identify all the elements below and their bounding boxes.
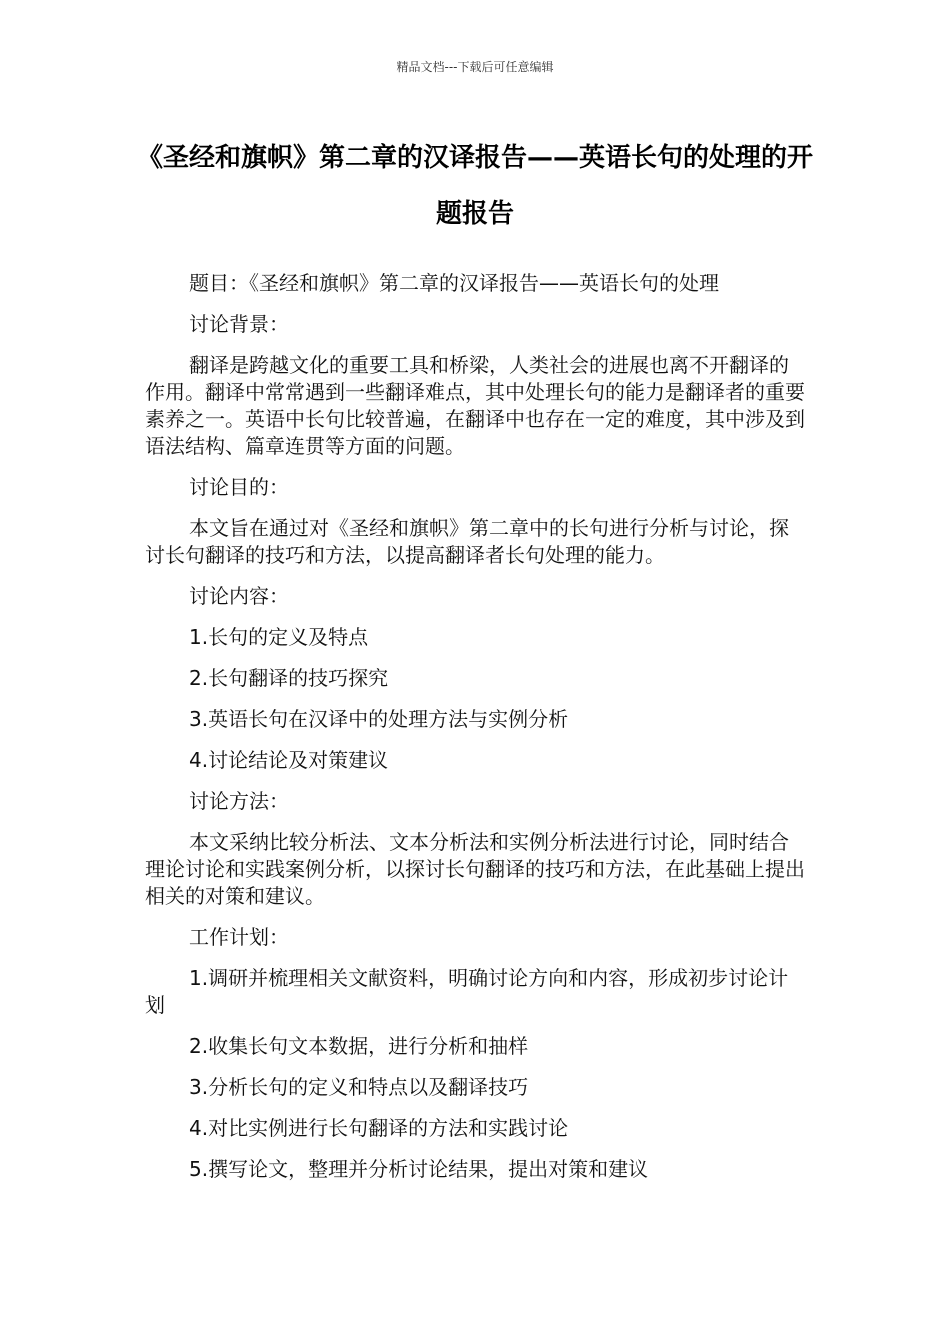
document-title: 《圣经和旗帜》第二章的汉译报告——英语长句的处理的开题报告: [136, 143, 813, 229]
list-item-content-4: 4.讨论结论及对策建议: [189, 748, 389, 772]
list-item-plan-2: 2.收集长句文本数据，进行分析和抽样: [189, 1034, 529, 1058]
paragraph-background: 翻译是跨越文化的重要工具和桥梁，人类社会的进展也离不开翻译的作用。翻译中常常遇到一些翻译难点，其中处理长句的能力是翻译者的重要素养之一。英语中长句比较普遍，在翻译中也存在一定的难度，其中涉及到语法结构、篇章连贯等方面的问题。: [145, 353, 805, 458]
list-item-plan-1: 1.调研并梳理相关文献资料，明确讨论方向和内容，形成初步讨论计划: [145, 966, 789, 1017]
list-item-plan-5: 5.撰写论文，整理并分析讨论结果，提出对策和建议: [189, 1157, 649, 1181]
heading-background: 讨论背景：: [189, 312, 289, 336]
list-item-plan-4: 4.对比实例进行长句翻译的方法和实践讨论: [189, 1116, 569, 1140]
list-item-content-1: 1.长句的定义及特点: [189, 625, 369, 649]
heading-content: 讨论内容：: [189, 584, 289, 608]
paragraph-topic: 题目：《圣经和旗帜》第二章的汉译报告——英语长句的处理: [189, 271, 719, 295]
paragraph-method: 本文采纳比较分析法、文本分析法和实例分析法进行讨论，同时结合理论讨论和实践案例分析，以探讨长句翻译的技巧和方法，在此基础上提出相关的对策和建议。: [145, 830, 805, 908]
heading-work-plan: 工作计划：: [189, 925, 289, 949]
paragraph-purpose: 本文旨在通过对《圣经和旗帜》第二章中的长句进行分析与讨论，探讨长句翻译的技巧和方法，以提高翻译者长句处理的能力。: [145, 516, 789, 567]
list-item-plan-3: 3.分析长句的定义和特点以及翻译技巧: [189, 1075, 529, 1099]
list-item-content-3: 3.英语长句在汉译中的处理方法与实例分析: [189, 707, 569, 731]
document-body: [145, 270, 805, 1197]
page-header-watermark: 精品文档---下载后可任意编辑: [396, 60, 554, 74]
list-item-content-2: 2.长句翻译的技巧探究: [189, 666, 389, 690]
heading-method: 讨论方法：: [189, 789, 289, 813]
heading-purpose: 讨论目的：: [189, 475, 289, 499]
